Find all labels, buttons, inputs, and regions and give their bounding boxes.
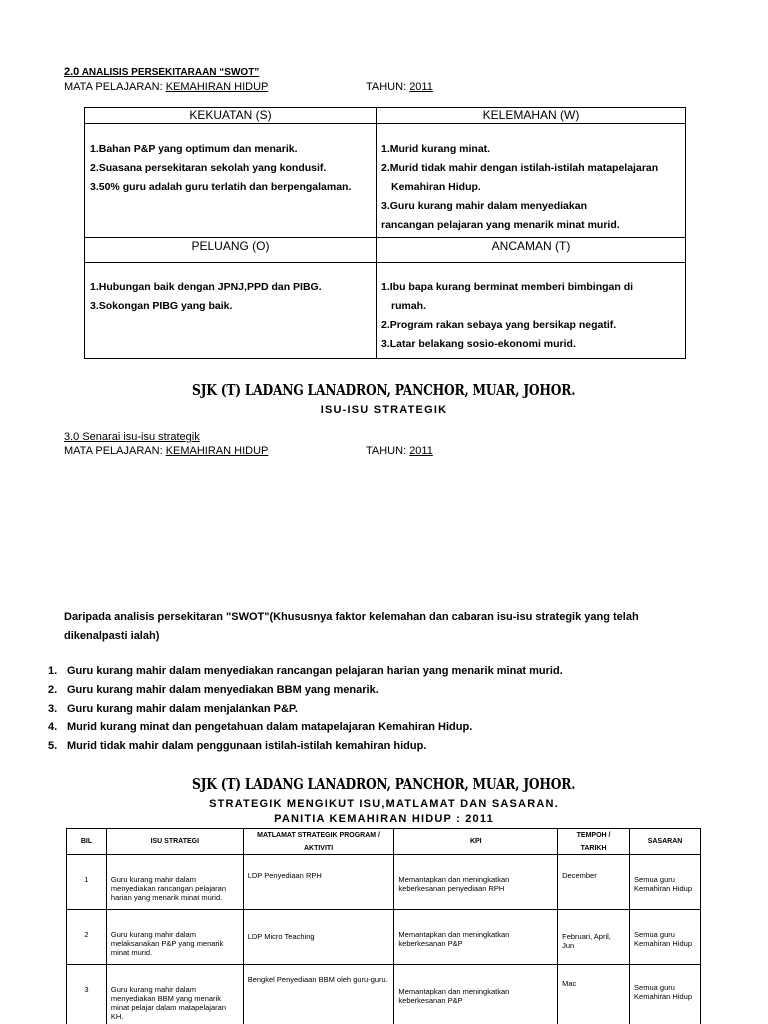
section2-year-line	[366, 81, 433, 93]
weaknesses-list	[381, 140, 658, 235]
header-tempoh	[558, 829, 630, 855]
opportunities-list	[90, 278, 322, 316]
cell-matlamat: LDP Penyediaan RPH	[243, 855, 394, 910]
weakness-item: rancangan pelajaran yang menarik minat murid.	[381, 219, 620, 231]
subject-value: KEMAHIRAN HIDUP	[165, 445, 269, 457]
section3-year-line	[366, 445, 433, 457]
weakness-item: 3.Guru kurang mahir dalam menyediakan	[381, 200, 587, 212]
strategy-table	[66, 828, 701, 1024]
threats-list	[381, 278, 633, 354]
issue-text: Guru kurang mahir dalam menyediakan rancangan pelajaran harian yang menarik minat murid.	[67, 665, 563, 677]
cell-bil: 1	[67, 855, 107, 910]
section2-subject-line	[64, 81, 268, 93]
cell-kpi: Memantapkan dan meningkatkan keberkesanan P&P	[394, 965, 558, 1024]
issue-item	[48, 718, 563, 737]
issue-number: 4.	[48, 721, 58, 734]
section3-subject-line	[64, 445, 268, 457]
cell-sasaran: Semua guru Kemahiran Hidup	[630, 855, 701, 910]
weakness-item: 2.Murid tidak mahir dengan istilah-istilah matapelajaran	[381, 162, 659, 174]
school-heading-2	[0, 775, 768, 794]
school-heading-text: SJK (T) LADANG LANADRON, PANCHOR, MUAR, JOHOR	[192, 775, 572, 793]
threat-item: 3.Latar belakang sosio-ekonomi murid.	[381, 338, 576, 350]
school-heading-text: SJK (T) LADANG LANADRON, PANCHOR, MUAR, JOHOR	[192, 381, 572, 399]
strengths-title: KEKUATAN (S)	[189, 108, 272, 122]
subject-label: MATA PELAJARAN:	[64, 445, 166, 457]
cell-kpi: Memantapkan dan meningkatkan keberkesanan penyediaan RPH	[394, 855, 558, 910]
weakness-item: Kemahiran Hidup.	[391, 181, 481, 193]
strategy-heading-1: STRATEGIK MENGIKUT ISU,MATLAMAT DAN SASARAN.	[209, 798, 559, 810]
threat-item: rumah.	[391, 300, 427, 312]
cell-sasaran: Semua guru Kemahiran Hidup	[630, 910, 701, 965]
intro-paragraph	[64, 608, 639, 645]
section2-number: 2.0	[64, 66, 80, 78]
issue-item	[48, 737, 563, 756]
year-value: 2011	[409, 445, 433, 457]
issue-text: Guru kurang mahir dalam menjalankan P&P.	[67, 702, 298, 715]
school-heading-dot: .	[571, 381, 576, 399]
section2-title-text: ANALISIS PERSEKITARAAN “SWOT”	[79, 67, 260, 78]
swot-divider-1	[85, 123, 685, 124]
strength-item: 2.Suasana persekitaran sekolah yang kondusif.	[90, 162, 327, 174]
issue-text: Murid tidak mahir dalam penggunaan istilah-istilah kemahiran hidup.	[67, 740, 427, 753]
table-row	[67, 965, 701, 1024]
isu-heading: ISU-ISU STRATEGIK	[320, 404, 448, 416]
cell-tempoh: Mac	[558, 965, 630, 1024]
table-row	[67, 855, 701, 910]
opportunity-item: 3.Sokongan PIBG yang baik.	[90, 300, 233, 312]
issue-number: 5.	[48, 740, 58, 753]
issue-text: Murid kurang minat dan pengetahuan dalam matapelajaran Kemahiran Hidup.	[67, 721, 473, 734]
swot-divider-3	[85, 262, 685, 263]
issue-number: 1.	[48, 665, 58, 677]
issue-text: Guru kurang mahir dalam menyediakan BBM yang menarik.	[67, 683, 379, 696]
header-matlamat-line1: MATLAMAT STRATEGIK PROGRAM /	[257, 831, 380, 839]
swot-divider-2	[85, 237, 685, 238]
header-isu: ISU STRATEGI	[106, 829, 243, 855]
issue-item	[48, 681, 563, 700]
threats-title: ANCAMAN (T)	[491, 239, 571, 253]
cell-kpi: Memantapkan dan meningkatkan keberkesanan P&P	[394, 910, 558, 965]
issue-item	[48, 700, 563, 719]
year-value: 2011	[409, 81, 433, 93]
intro-line-1: Daripada analisis persekitaran "SWOT"(Khususnya faktor kelemahan dan cabaran isu-isu strategik yang telah	[64, 611, 639, 623]
strength-item: 1.Bahan P&P yang optimum dan menarik.	[90, 143, 298, 155]
table-row	[67, 910, 701, 965]
table-header-row	[67, 829, 701, 855]
cell-isu: Guru kurang mahir dalam menyediakan BBM yang menarik minat pelajar dalam matapelajaran KH.	[106, 965, 243, 1024]
swot-divider-vertical	[376, 108, 377, 358]
cell-isu: Guru kurang mahir dalam melaksanakan P&P yang menarik minat murid.	[106, 910, 243, 965]
opportunities-title: PELUANG (O)	[191, 239, 270, 253]
issue-item	[48, 662, 563, 681]
strength-item: 3.50% guru adalah guru terlatih dan berpengalaman.	[90, 181, 352, 193]
opportunity-item: 1.Hubungan baik dengan JPNJ,PPD dan PIBG.	[90, 281, 322, 293]
cell-matlamat: Bengkel Penyediaan BBM oleh guru-guru.	[243, 965, 394, 1024]
year-label: TAHUN:	[366, 81, 410, 93]
header-kpi: KPI	[394, 829, 558, 855]
header-tempoh-line2: TARIKH	[580, 844, 607, 852]
issue-number: 3.	[48, 702, 58, 715]
cell-bil: 3	[67, 965, 107, 1024]
subject-label: MATA PELAJARAN:	[64, 81, 166, 93]
header-bil: BIL	[67, 829, 107, 855]
weaknesses-title: KELEMAHAN (W)	[482, 108, 580, 122]
cell-matlamat: LDP Micro Teaching	[243, 910, 394, 965]
weakness-item: 1.Murid kurang minat.	[381, 143, 491, 155]
strategy-heading-2: PANITIA KEMAHIRAN HIDUP : 2011	[274, 813, 494, 825]
cell-sasaran: Semua guru Kemahiran Hidup	[630, 965, 701, 1024]
section3-title: 3.0 Senarai isu-isu strategik	[64, 431, 200, 443]
cell-tempoh: December	[558, 855, 630, 910]
cell-isu: Guru kurang mahir dalam menyediakan rancangan pelajaran harian yang menarik minat murid.	[106, 855, 243, 910]
header-sasaran: SASARAN	[630, 829, 701, 855]
issue-number: 2.	[48, 683, 58, 696]
cell-tempoh: Februari, April, Jun	[558, 910, 630, 965]
section2-title	[64, 66, 259, 78]
threat-item: 1.Ibu bapa kurang berminat memberi bimbingan di	[381, 281, 634, 293]
cell-bil: 2	[67, 910, 107, 965]
school-heading-1	[0, 381, 768, 400]
intro-line-2: dikenalpasti ialah)	[64, 629, 160, 642]
threat-item: 2.Program rakan sebaya yang bersikap negatif.	[381, 319, 617, 331]
school-heading-dot: .	[571, 775, 576, 793]
subject-value: KEMAHIRAN HIDUP	[165, 81, 269, 93]
swot-table	[84, 107, 686, 359]
header-matlamat-line2: AKTIVITI	[303, 844, 334, 852]
header-matlamat	[243, 829, 394, 855]
issues-list	[48, 662, 563, 756]
year-label: TAHUN:	[366, 445, 410, 457]
strengths-list	[90, 140, 351, 197]
header-tempoh-line1: TEMPOH /	[576, 831, 611, 839]
